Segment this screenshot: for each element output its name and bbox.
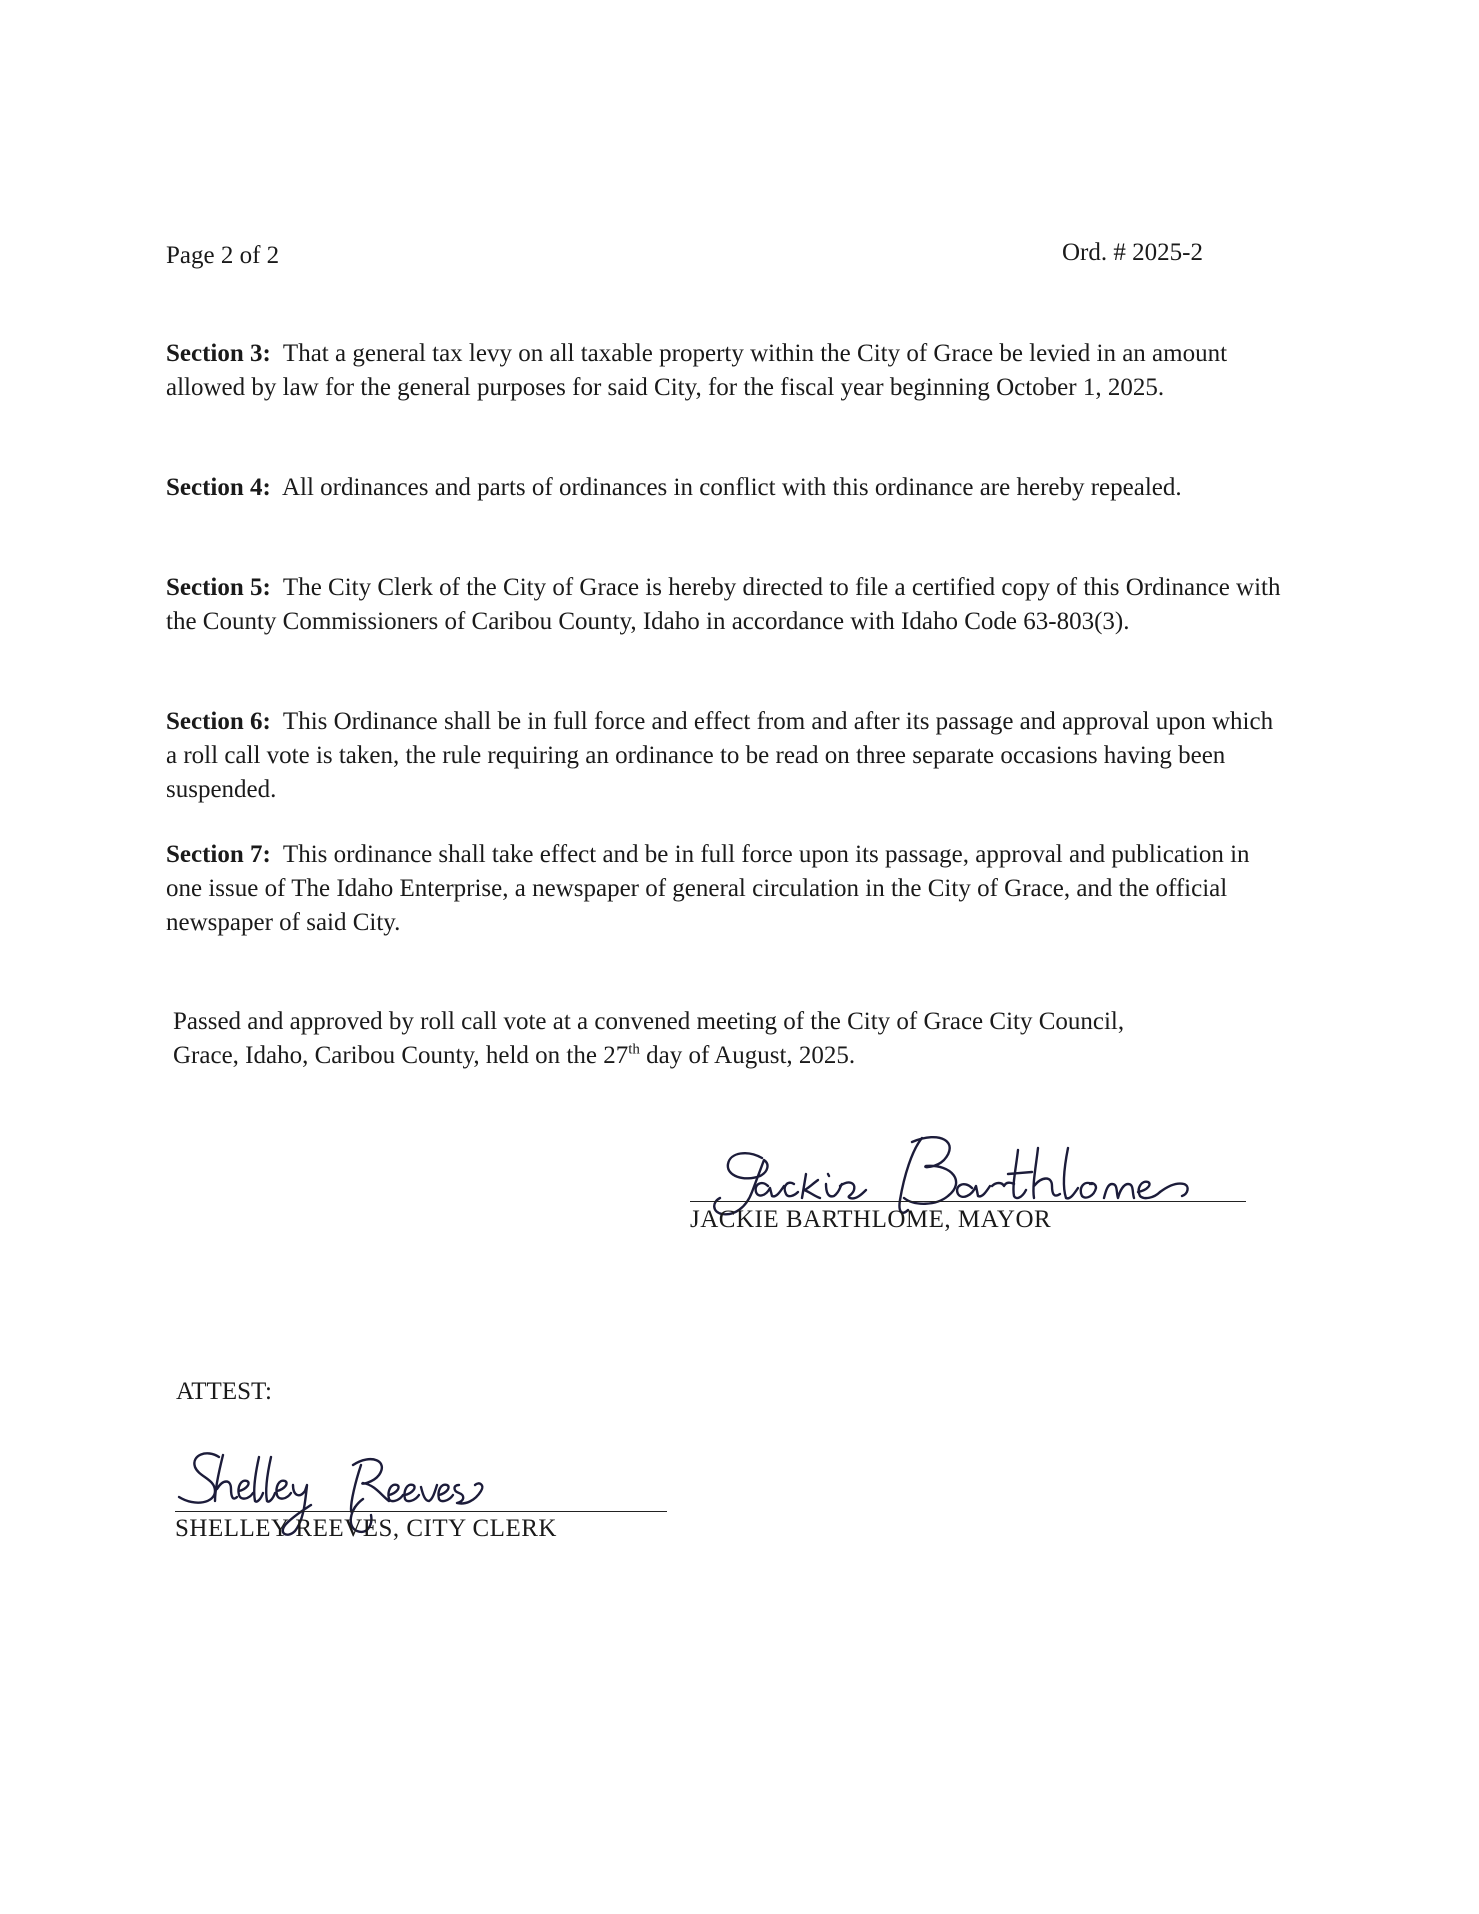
ordinance-number: Ord. # 2025-2 bbox=[1062, 239, 1203, 266]
passed-approved-statement bbox=[173, 1005, 1293, 1073]
section-5 bbox=[166, 571, 1286, 639]
section-label: Section 6: bbox=[166, 708, 271, 735]
section-label: Section 3: bbox=[166, 340, 271, 367]
section-text: This ordinance shall take effect and be in full force upon its passage, approval and publication in one issue of The Idaho Enterprise, a newspaper of general circulation in the City of Grace, and the official newspaper of said City. bbox=[166, 841, 1250, 936]
clerk-signature-block bbox=[175, 1435, 675, 1555]
section-label: Section 5: bbox=[166, 574, 271, 601]
section-7 bbox=[166, 838, 1286, 940]
section-text: This Ordinance shall be in full force and effect from and after its passage and approval upon which a roll call vote is taken, the rule requiring an ordinance to be read on three separate occasions having been suspended. bbox=[166, 708, 1274, 803]
attest-label: ATTEST: bbox=[176, 1378, 272, 1405]
clerk-signature-line bbox=[175, 1511, 667, 1512]
section-label: Section 4: bbox=[166, 474, 271, 501]
mayor-name-title: JACKIE BARTHLOME, MAYOR bbox=[690, 1206, 1052, 1233]
section-text: That a general tax levy on all taxable property within the City of Grace be levied in an amount allowed by law for the general purposes for said City, for the fiscal year beginning October 1, 2025. bbox=[166, 340, 1228, 401]
section-4 bbox=[166, 471, 1286, 505]
section-text: The City Clerk of the City of Grace is hereby directed to file a certified copy of this Ordinance with the County Commissioners of Caribou County, Idaho in accordance with Idaho Code 63-803(3). bbox=[166, 574, 1281, 635]
section-6 bbox=[166, 705, 1286, 807]
passed-line-1: Passed and approved by roll call vote at a convened meeting of the City of Grace City Council, bbox=[173, 1008, 1125, 1035]
section-3 bbox=[166, 337, 1286, 405]
clerk-name-title: SHELLEY REEVES, CITY CLERK bbox=[175, 1515, 557, 1542]
section-text: All ordinances and parts of ordinances in conflict with this ordinance are hereby repealed. bbox=[281, 474, 1182, 501]
passed-line-2: Grace, Idaho, Caribou County, held on the 27th day of August, 2025. bbox=[173, 1041, 856, 1069]
section-label: Section 7: bbox=[166, 841, 271, 868]
page-number: Page 2 of 2 bbox=[166, 242, 280, 269]
mayor-signature-line bbox=[690, 1201, 1246, 1202]
mayor-signature-block bbox=[690, 1120, 1260, 1250]
